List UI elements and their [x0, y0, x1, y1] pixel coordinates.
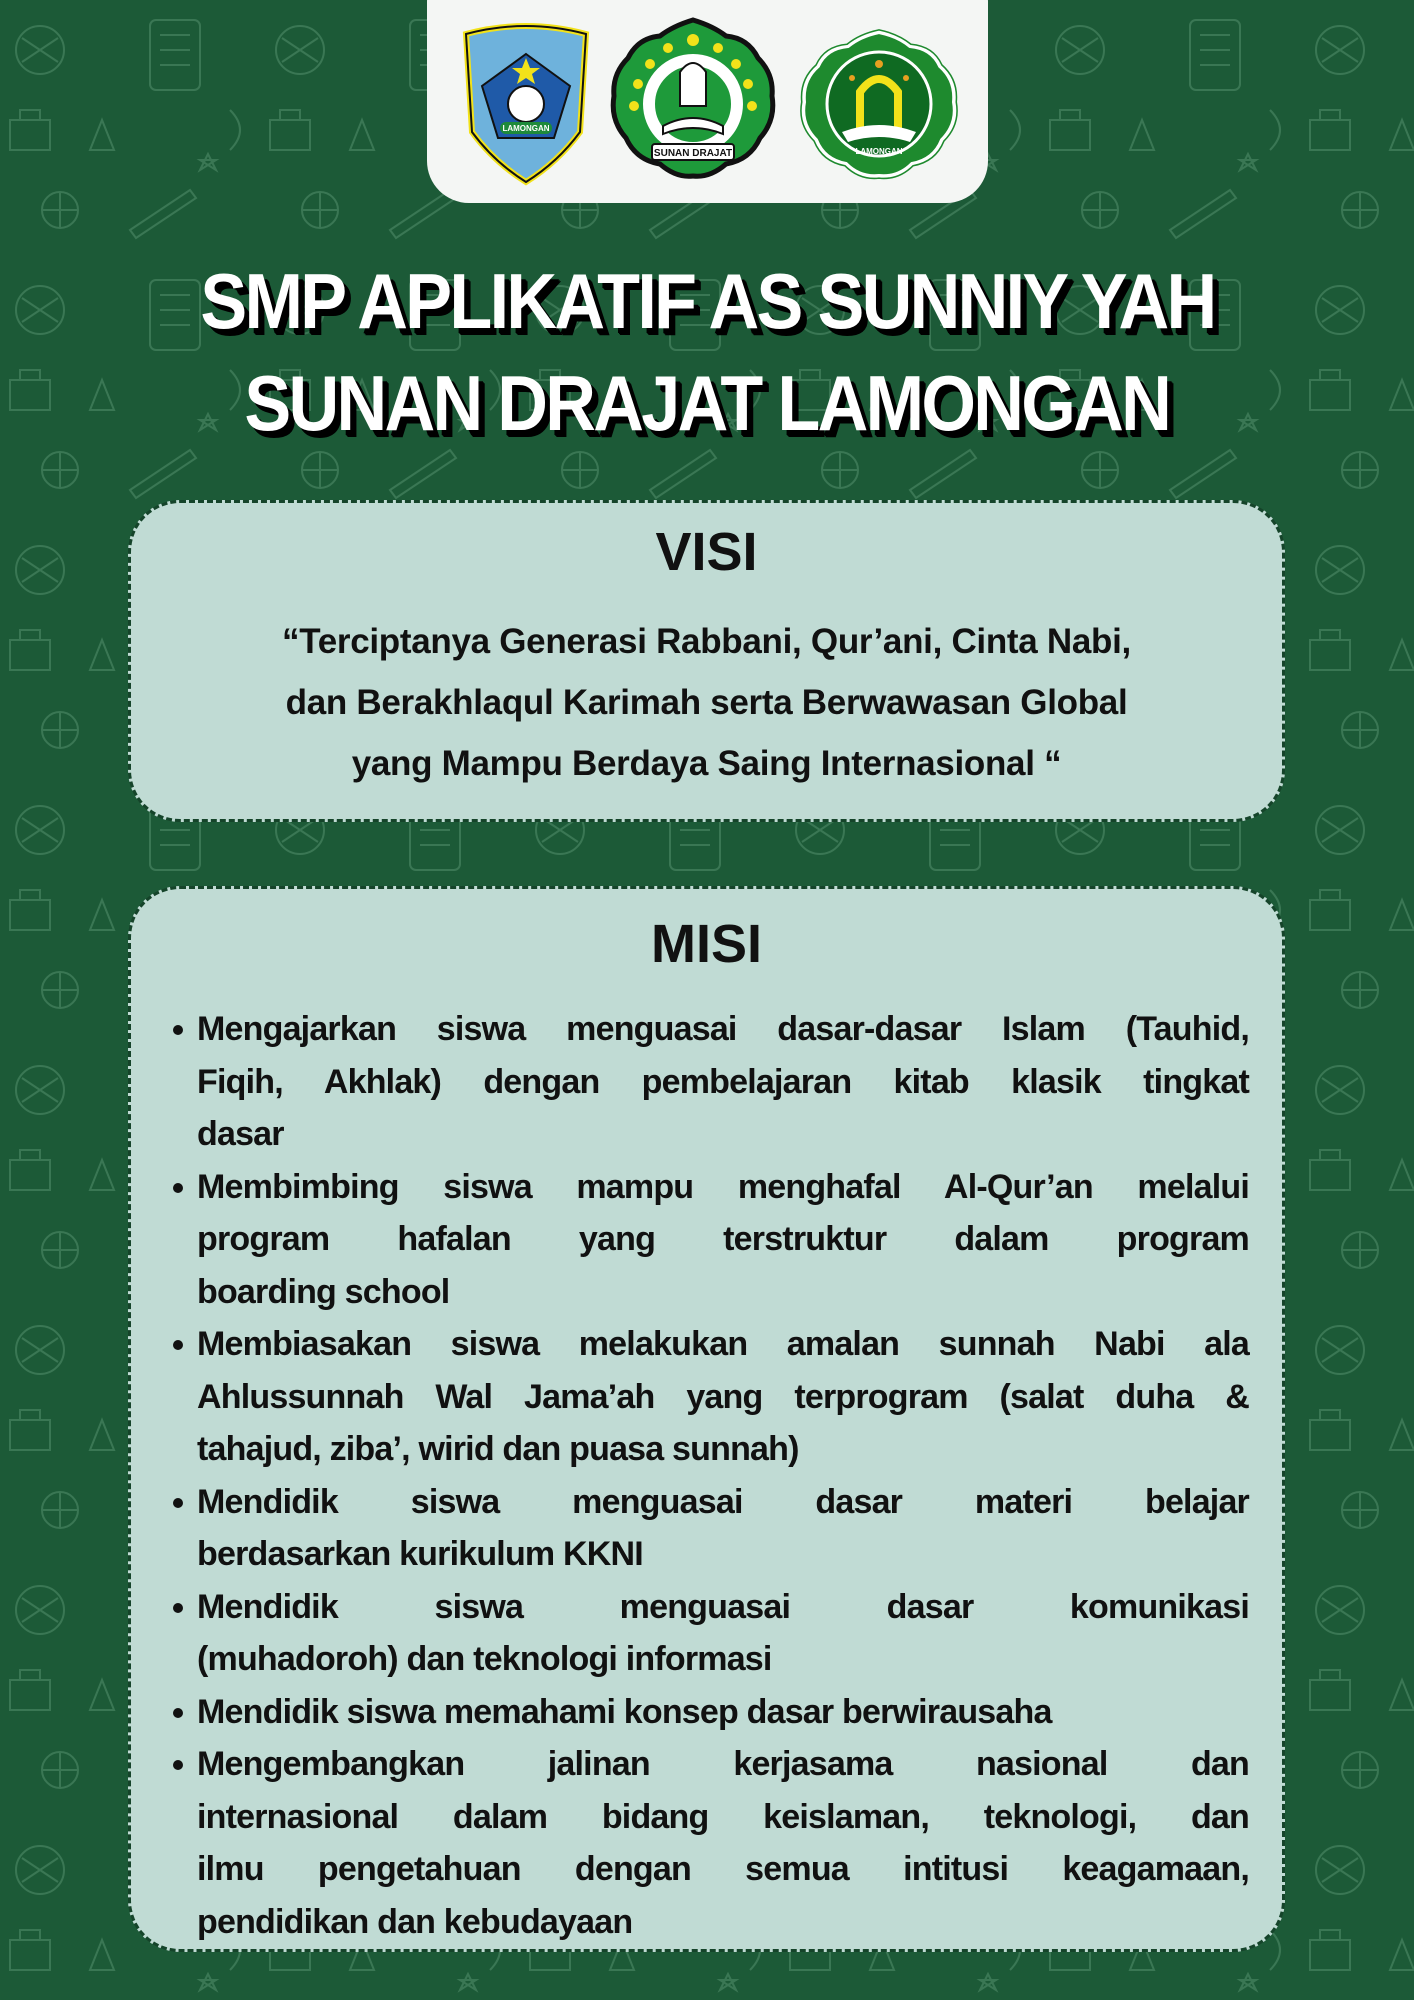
misi-card — [128, 886, 1285, 1952]
misi-item-line: dasar — [197, 1115, 284, 1153]
misi-list-item — [171, 1161, 1251, 1319]
misi-item-line: boarding school — [197, 1272, 450, 1311]
visi-line: yang Mampu Berdaya Saing Internasional “ — [351, 744, 1062, 783]
misi-list-item — [171, 1738, 1251, 1948]
misi-list-item — [171, 1318, 1251, 1476]
misi-item-line: Membiasakan siswa melakukan amalan sunnah Nabi ala — [197, 1325, 1249, 1363]
misi-item-line: internasional dalam bidang keislaman, teknologi, dan — [197, 1797, 1249, 1836]
bullet-icon — [173, 1760, 183, 1770]
smp-aplikatif-emblem — [800, 28, 958, 180]
misi-item-line: Mendidik siswa menguasai dasar materi belajar — [197, 1482, 1249, 1521]
misi-item-line: Membimbing siswa mampu menghafal Al-Qur’an melalui — [197, 1167, 1249, 1206]
bullet-icon — [173, 1498, 183, 1508]
misi-list — [171, 1003, 1251, 1948]
lamongan-regency-emblem — [458, 22, 594, 187]
svg-text:SUNAN DRAJAT: SUNAN DRAJAT — [653, 148, 733, 159]
misi-item-line: Mendidik siswa memahami konsep dasar berwirausaha — [197, 1692, 1052, 1731]
misi-item-line: Fiqih, Akhlak) dengan pembelajaran kitab klasik tingkat — [197, 1062, 1249, 1101]
bullet-icon — [173, 1025, 183, 1035]
svg-text:LAMONGAN: LAMONGAN — [502, 124, 550, 133]
misi-list-item — [171, 1581, 1251, 1686]
misi-item-line: pendidikan dan kebudayaan — [197, 1902, 633, 1941]
svg-text:LAMONGAN: LAMONGAN — [855, 147, 903, 156]
bullet-icon — [173, 1708, 183, 1718]
misi-list-item — [171, 1003, 1251, 1161]
misi-item-line: tahajud, ziba’, wirid dan puasa sunnah) — [197, 1430, 799, 1468]
misi-list-item — [171, 1686, 1251, 1739]
misi-item-line: (muhadoroh) dan teknologi informasi — [197, 1640, 772, 1678]
misi-item-line: Mendidik siswa menguasai dasar komunikasi — [197, 1587, 1249, 1626]
visi-heading: VISI — [655, 522, 758, 582]
misi-item-line: Mengajarkan siswa menguasai dasar-dasar Islam (Tauhid, — [197, 1010, 1249, 1048]
misi-item-line: ilmu pengetahuan dengan semua intitusi keagamaan, — [197, 1850, 1249, 1888]
bullet-icon — [173, 1603, 183, 1613]
visi-card — [128, 500, 1285, 822]
misi-list-item — [171, 1476, 1251, 1581]
sunan-drajat-foundation-emblem — [608, 16, 778, 180]
misi-item-line: berdasarkan kurikulum KKNI — [197, 1535, 643, 1573]
school-title-line-2: SUNAN DRAJAT LAMONGAN — [244, 359, 1170, 447]
visi-line: dan Berakhlaqul Karimah serta Berwawasan Global — [285, 683, 1128, 722]
bullet-icon — [173, 1183, 183, 1193]
misi-item-line: Mengembangkan jalinan kerjasama nasional dan — [197, 1745, 1249, 1783]
misi-item-line: program hafalan yang terstruktur dalam program — [197, 1220, 1249, 1258]
school-title-line-1: SMP APLIKATIF AS SUNNIY YAH — [199, 257, 1215, 345]
visi-line: “Terciptanya Generasi Rabbani, Qur’ani, Cinta Nabi, — [282, 622, 1131, 661]
misi-item-line: Ahlussunnah Wal Jama’ah yang terprogram (salat duha & — [197, 1377, 1249, 1416]
misi-heading: MISI — [650, 914, 762, 974]
bullet-icon — [173, 1340, 183, 1350]
visi-statement — [131, 611, 1282, 794]
